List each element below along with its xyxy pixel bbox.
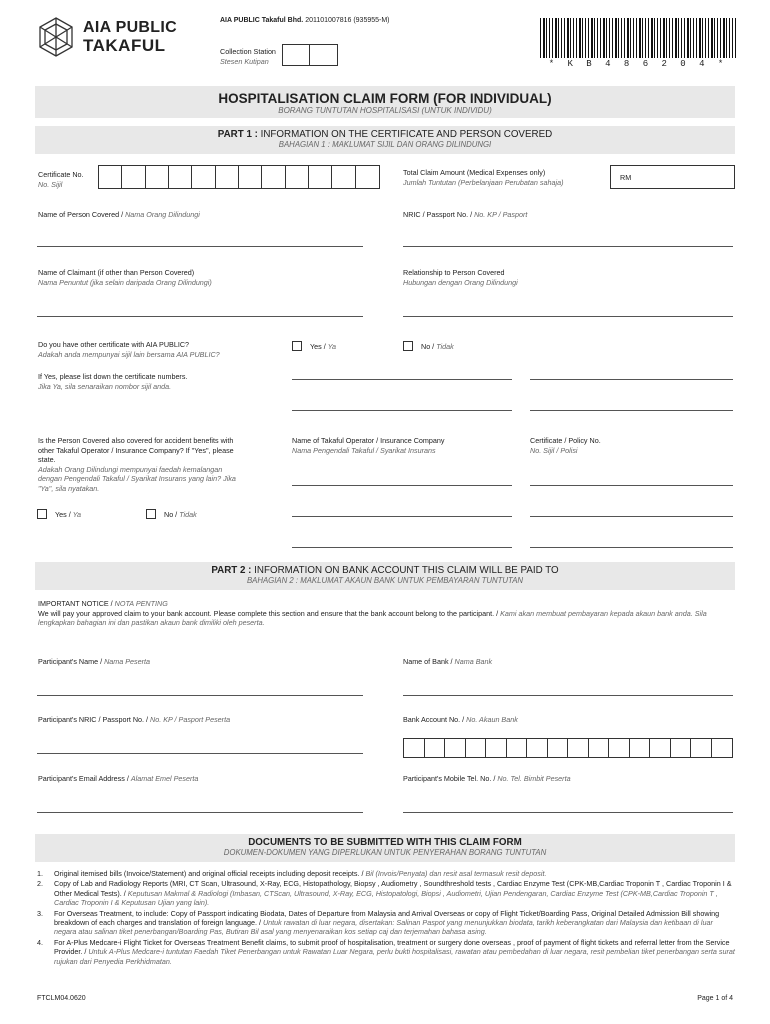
mobile-label: Participant's Mobile Tel. No. / No. Tel. Bimbit Peserta bbox=[403, 774, 571, 783]
total-claim-label: Total Claim Amount (Medical Expenses only) Jumlah Tuntutan (Perbelanjaan Perubatan sahaja) bbox=[403, 168, 564, 187]
cert-number-field-1[interactable] bbox=[292, 379, 512, 380]
logo-emblem-icon bbox=[36, 16, 76, 58]
other-cert-no-label: No / Tidak bbox=[421, 342, 454, 351]
person-name-label: Name of Person Covered / Nama Orang Dilindungi bbox=[38, 210, 200, 219]
certificate-no-boxes[interactable] bbox=[98, 165, 380, 189]
barcode-text: * K B 4 8 6 2 0 4 * bbox=[548, 59, 728, 69]
also-covered-no-checkbox[interactable] bbox=[146, 509, 156, 519]
policy-field-2[interactable] bbox=[530, 516, 733, 517]
logo bbox=[36, 16, 186, 60]
bank-name-label: Name of Bank / Nama Bank bbox=[403, 657, 493, 666]
collection-station-label: Collection Station Stesen Kutipan bbox=[220, 47, 276, 66]
barcode bbox=[540, 18, 736, 70]
list-cert-label: If Yes, please list down the certificate numbers. Jika Ya, sila senaraikan nombor sijil anda. bbox=[38, 372, 188, 391]
form-code: FTCLM04.0620 bbox=[37, 995, 86, 1002]
policy-field-1[interactable] bbox=[530, 485, 733, 486]
cert-number-field-4[interactable] bbox=[530, 410, 733, 411]
documents-band bbox=[35, 834, 735, 862]
operator-field-1[interactable] bbox=[292, 485, 512, 486]
other-cert-yes-checkbox[interactable] bbox=[292, 341, 302, 351]
company-reg: 201101007816 (935955-M) bbox=[305, 17, 390, 24]
claimant-field[interactable] bbox=[37, 316, 363, 317]
email-field[interactable] bbox=[37, 812, 363, 813]
participant-name-field[interactable] bbox=[37, 695, 363, 696]
documents-title-my: DOKUMEN-DOKUMEN YANG DIPERLUKAN UNTUK PENYERAHAN BORANG TUNTUTAN bbox=[223, 848, 547, 857]
barcode-bars bbox=[540, 18, 736, 58]
nric-label: NRIC / Passport No. / No. KP / Pasport bbox=[403, 210, 528, 219]
list-item: 2. Copy of Lab and Radiology Reports (MRI, CT Scan, Ultrasound, X-Ray, ECG, Histopathology, Biopsy , Audiometry , Soundthreshold tests , Cardiac Enzyme Test (CPK-MB,Cardiac Troponin T , Cardiac Troponin I & Other Medical Tests). / Keputusan Makmal & Radiologi (Imbasan, CTScan, Ultrasound, X-Ray, ECG, Histopatologi, Biopsi , Audiometri, Ujian Pendengaran, Cardiac Enzyme Test (CPK-MB,Cardiac Troponin T , Cardiac Troponin I & Keputusan Ujian yang lain). bbox=[37, 879, 732, 908]
documents-title: DOCUMENTS TO BE SUBMITTED WITH THIS CLAIM FORM bbox=[248, 837, 522, 848]
currency-label: RM bbox=[620, 173, 632, 182]
claimant-label: Name of Claimant (if other than Person Covered) Nama Penuntut (jika selain daripada Orang Dilindungi) bbox=[38, 268, 212, 287]
other-cert-question: Do you have other certificate with AIA PUBLIC? Adakah anda mempunyai sijil lain bersama AIA PUBLIC? bbox=[38, 340, 220, 359]
company-name: AIA PUBLIC Takaful Bhd. bbox=[220, 17, 304, 24]
also-covered-yes-checkbox[interactable] bbox=[37, 509, 47, 519]
title-band bbox=[35, 86, 735, 118]
operator-label: Name of Takaful Operator / Insurance Company Nama Pengendali Takaful / Syarikat Insurans bbox=[292, 436, 445, 455]
policy-no-label: Certificate / Policy No. No. Sijil / Polisi bbox=[530, 436, 601, 455]
cert-number-field-3[interactable] bbox=[292, 410, 512, 411]
also-covered-no-label: No / Tidak bbox=[164, 510, 197, 519]
relationship-label: Relationship to Person Covered Hubungan dengan Orang Dilindungi bbox=[403, 268, 518, 287]
operator-field-2[interactable] bbox=[292, 516, 512, 517]
cert-number-field-2[interactable] bbox=[530, 379, 733, 380]
also-covered-yes-label: Yes / Ya bbox=[55, 510, 81, 519]
mobile-field[interactable] bbox=[403, 812, 733, 813]
part1-band bbox=[35, 126, 735, 154]
part2-title: PART 2 : INFORMATION ON BANK ACCOUNT THIS CLAIM WILL BE PAID TO bbox=[211, 565, 559, 576]
page-number: Page 1 of 4 bbox=[697, 995, 733, 1002]
list-item: 4. For A-Plus Medcare-i Flight Ticket for Overseas Treatment Benefit claims, to submit proof of hospitalisation, treatment or surgery done overseas , proof of payment of flight tickets and referral letter from the Service Provider. / Untuk A-Plus Medcare-i tuntutan Faedah Tiket Penerbangan untuk Rawatan Luar Negara, perlu bukti hospitalisasi, rawatan atau pembedahan di luar negara, resit pembelian tiket penerbangan serta surat rujukan dari Penyedia Perkhidmatan. bbox=[37, 937, 735, 966]
list-item: 1. Original itemised bills (Invoice/Statement) and original official receipts including deposit receipts. / Bil (Invois/Penyata) dan resit asal termasuk resit deposit. bbox=[37, 869, 547, 878]
policy-field-3[interactable] bbox=[530, 547, 733, 548]
bank-account-boxes[interactable] bbox=[403, 738, 733, 758]
important-notice: IMPORTANT NOTICE / NOTA PENTING We will pay your approved claim to your bank account. Please complete this section and ensure that the bank account belong to the participant. / Kami akan membuat pembayaran kepada akaun bank anda. Sila lengkapkan bahagian ini dan pastikan akaun bank dimiliki oleh peserta. bbox=[38, 599, 707, 627]
also-covered-question: Is the Person Covered also covered for accident benefits with other Takaful Operator / Insurance Company? If "Yes", please state. Adakah Orang Dilindungi mempunyai faedah kemalangan dengan Pengendali Takaful / Syarikat Insurans yang lain? Jika "Ya", sila nyatakan. bbox=[38, 436, 236, 493]
operator-field-3[interactable] bbox=[292, 547, 512, 548]
bank-account-label: Bank Account No. / No. Akaun Bank bbox=[403, 715, 518, 724]
company-info bbox=[220, 17, 390, 24]
other-cert-no-checkbox[interactable] bbox=[403, 341, 413, 351]
person-name-field[interactable] bbox=[37, 246, 363, 247]
total-claim-field[interactable] bbox=[610, 165, 735, 189]
certificate-no-label: Certificate No. No. Sijil bbox=[38, 170, 84, 189]
logo-text-line1: AIA PUBLIC bbox=[83, 19, 177, 36]
participant-nric-field[interactable] bbox=[37, 753, 363, 754]
list-item: 3. For Overseas Treatment, to include: Copy of Passport indicating Biodata, Dates of Departure from Malaysia and Arrival Overseas or copy of Flight Ticket/Boarding Pass, Original Detailed Admission Bill showing breakdown of each charges and translation of foreign language. / Untuk rawatan di luar negara, disertakan: Salinan Paspot yang menunjukkan biodata, tarikh keberangkatan dari Malaysia dan ketibaan di luar negara atau salinan tiket penerbangan/Boarding Pas, Butiran Bil asal yang menyenaraikan kos setiap caj dan terjemahan bahasa asing. bbox=[37, 908, 720, 937]
relationship-field[interactable] bbox=[403, 316, 733, 317]
collection-station-boxes[interactable] bbox=[282, 44, 338, 66]
other-cert-yes-label: Yes / Ya bbox=[310, 342, 336, 351]
logo-text-line2: TAKAFUL bbox=[83, 36, 166, 55]
participant-nric-label: Participant's NRIC / Passport No. / No. KP / Pasport Peserta bbox=[38, 715, 231, 724]
form-subtitle: BORANG TUNTUTAN HOSPITALISASI (UNTUK INDIVIDU) bbox=[278, 106, 492, 115]
part2-title-my: BAHAGIAN 2 : MAKLUMAT AKAUN BANK UNTUK PEMBAYARAN TUNTUTAN bbox=[246, 576, 524, 585]
email-label: Participant's Email Address / Alamat Emel Peserta bbox=[38, 774, 199, 783]
part1-title-my: BAHAGIAN 1 : MAKLUMAT SIJIL DAN ORANG DILINDUNGI bbox=[278, 140, 492, 149]
form-title: HOSPITALISATION CLAIM FORM (FOR INDIVIDUAL) bbox=[218, 91, 552, 106]
participant-name-label: Participant's Name / Nama Peserta bbox=[38, 657, 151, 666]
part2-band bbox=[35, 562, 735, 590]
documents-list bbox=[37, 869, 735, 966]
bank-name-field[interactable] bbox=[403, 695, 733, 696]
nric-field[interactable] bbox=[403, 246, 733, 247]
part1-title: PART 1 : INFORMATION ON THE CERTIFICATE AND PERSON COVERED bbox=[217, 129, 553, 140]
